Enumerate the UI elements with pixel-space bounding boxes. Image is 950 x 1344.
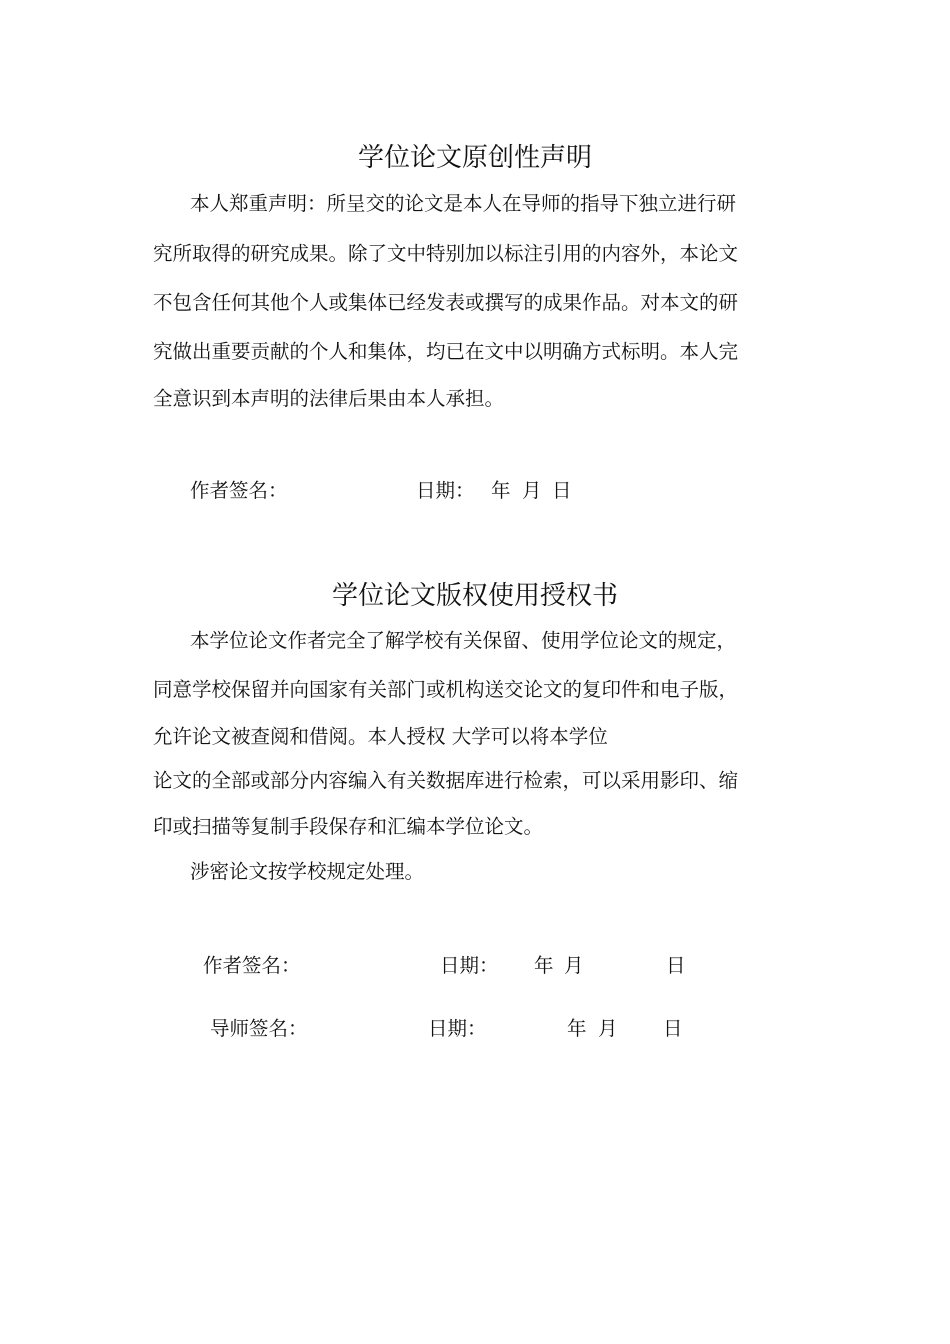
authorization-line-5: 印或扫描等复制手段保存和汇编本学位论文。 xyxy=(153,815,544,838)
date-month: 月 xyxy=(522,479,542,502)
date-day: 日 xyxy=(663,1017,683,1040)
date-year: 年 xyxy=(491,479,511,502)
author-signature-label: 作者签名： xyxy=(203,954,301,977)
authorization-line-2: 同意学校保留并向国家有关部门或机构送交论文的复印件和电子版， xyxy=(153,678,739,701)
declaration-line-5: 全意识到本声明的法律后果由本人承担。 xyxy=(153,387,505,410)
authorization-title: 学位论文版权使用授权书 xyxy=(331,581,618,611)
date-day: 日 xyxy=(552,479,572,502)
declaration-line-2: 究所取得的研究成果。除了文中特别加以标注引用的内容外，本论文 xyxy=(153,242,739,265)
authorization-line-4: 论文的全部或部分内容编入有关数据库进行检索，可以采用影印、缩 xyxy=(153,769,739,792)
authorization-line-1: 本学位论文作者完全了解学校有关保留、使用学位论文的规定， xyxy=(190,629,737,652)
date-month: 月 xyxy=(598,1017,618,1040)
declaration-line-3: 不包含任何其他个人或集体已经发表或撰写的成果作品。对本文的研 xyxy=(153,291,739,314)
date-label: 日期： xyxy=(440,954,499,977)
declaration-title: 学位论文原创性声明 xyxy=(357,143,592,173)
advisor-signature-label: 导师签名： xyxy=(210,1017,308,1040)
date-day: 日 xyxy=(666,954,686,977)
authorization-line-3: 允许论文被查阅和借阅。本人授权 大学可以将本学位 xyxy=(153,725,608,748)
date-year: 年 xyxy=(567,1017,587,1040)
authorization-line-6: 涉密论文按学校规定处理。 xyxy=(190,860,425,883)
date-month: 月 xyxy=(564,954,584,977)
author-signature-label: 作者签名： xyxy=(190,479,288,502)
date-label: 日期： xyxy=(416,479,475,502)
declaration-line-4: 究做出重要贡献的个人和集体，均已在文中以明确方式标明。本人完 xyxy=(153,340,739,363)
date-label: 日期： xyxy=(428,1017,487,1040)
date-year: 年 xyxy=(534,954,554,977)
declaration-line-1: 本人郑重声明：所呈交的论文是本人在导师的指导下独立进行研 xyxy=(190,192,737,215)
